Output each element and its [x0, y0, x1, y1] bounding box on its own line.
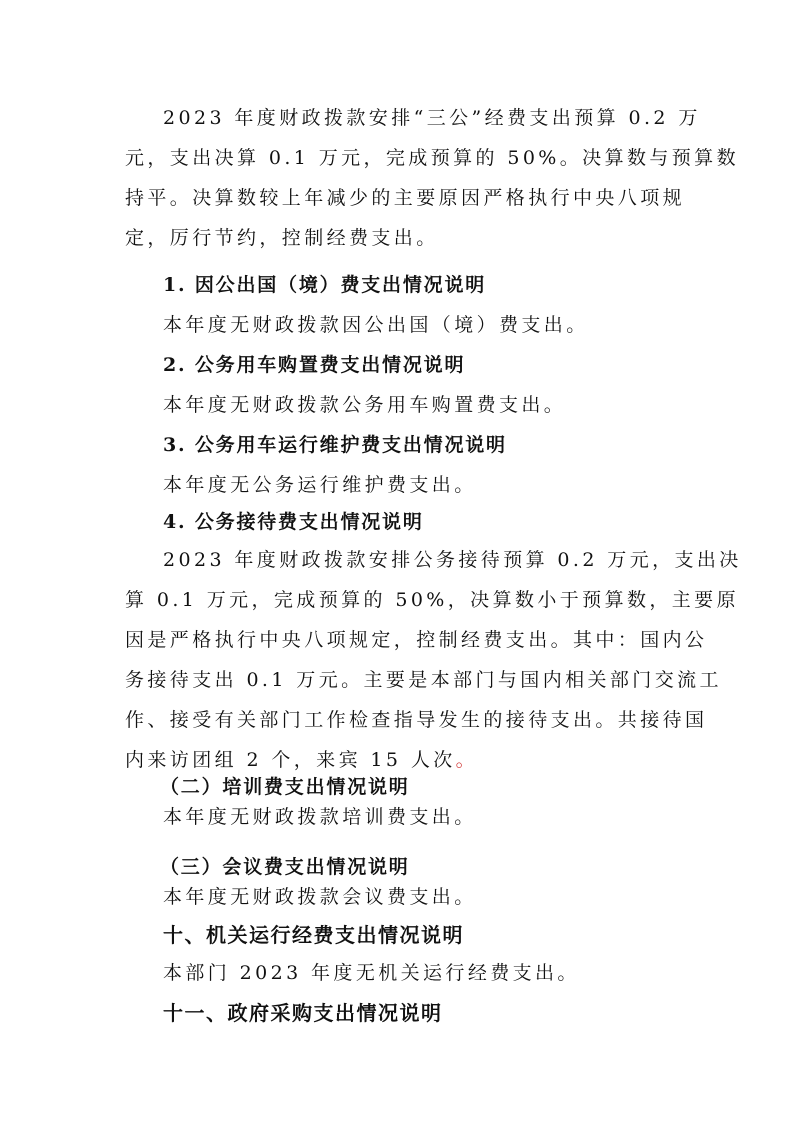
item1-heading: 1. 因公出国（境）费支出情况说明: [163, 274, 487, 296]
item4-heading: 4. 公务接待费支出情况说明: [163, 511, 424, 533]
item4-line-6-text: 内来访团组 2 个，来宾 15 人次: [125, 749, 456, 771]
section10-heading: 十、机关运行经费支出情况说明: [163, 923, 464, 947]
intro-line-4: 定，厉行节约，控制经费支出。: [125, 227, 439, 249]
part3-body: 本年度无财政拨款会议费支出。: [163, 886, 477, 908]
item4-line-6-end-mark: 。: [455, 749, 479, 771]
intro-line-3: 持平。决算数较上年减少的主要原因严格执行中央八项规: [125, 187, 686, 209]
item4-line-4: 务接待支出 0.1 万元。主要是本部门与国内相关部门交流工: [125, 669, 722, 691]
item2-body: 本年度无财政拨款公务用车购置费支出。: [163, 394, 567, 416]
item4-line-3: 因是严格执行中央八项规定，控制经费支出。其中：国内公: [125, 629, 708, 651]
intro-line-2: 元，支出决算 0.1 万元，完成预算的 50%。决算数与预算数: [125, 147, 739, 169]
intro-line-1: 2023 年度财政拨款安排“三公”经费支出预算 0.2 万: [163, 107, 701, 129]
part3-heading: （三）会议费支出情况说明: [160, 856, 410, 878]
item4-line-5: 作、接受有关部门工作检查指导发生的接待支出。共接待国: [125, 709, 708, 731]
part2-heading: （二）培训费支出情况说明: [160, 776, 410, 798]
item1-body: 本年度无财政拨款因公出国（境）费支出。: [163, 314, 589, 336]
item3-heading: 3. 公务用车运行维护费支出情况说明: [163, 434, 507, 456]
section10-body: 本部门 2023 年度无机关运行经费支出。: [163, 962, 580, 984]
item4-line-1: 2023 年度财政拨款安排公务接待预算 0.2 万元，支出决: [163, 549, 742, 571]
item3-body: 本年度无公务运行维护费支出。: [163, 474, 477, 496]
item2-heading: 2. 公务用车购置费支出情况说明: [163, 354, 466, 376]
item4-line-2: 算 0.1 万元，完成预算的 50%，决算数小于预算数，主要原: [125, 589, 739, 611]
part2-body: 本年度无财政拨款培训费支出。: [163, 806, 477, 828]
section11-heading: 十一、政府采购支出情况说明: [163, 1001, 443, 1025]
